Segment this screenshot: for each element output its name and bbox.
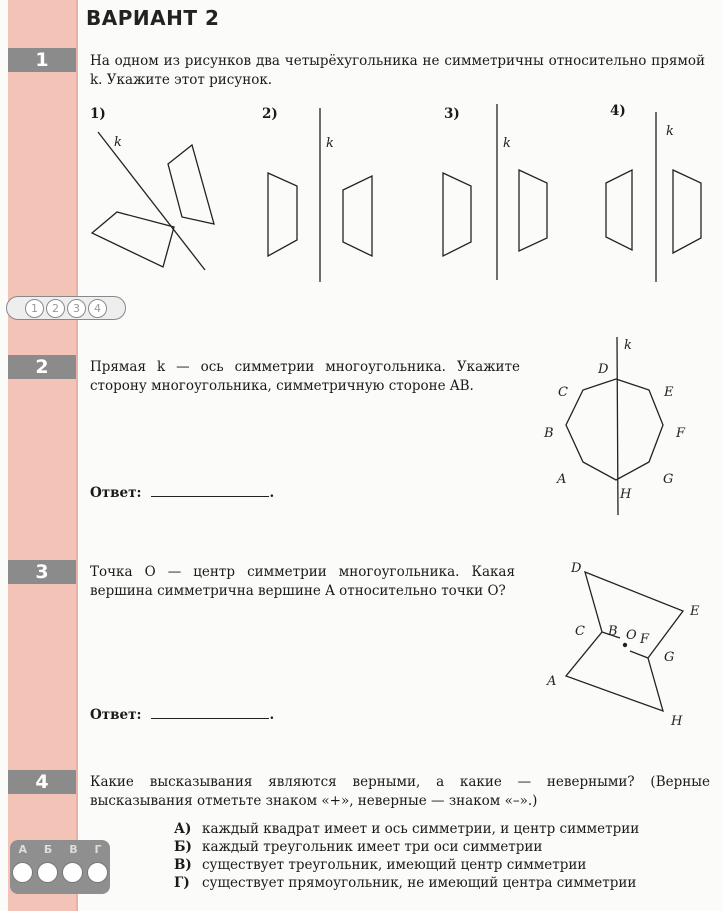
page-title: ВАРИАНТ 2 <box>86 6 220 30</box>
label-G: G <box>663 472 674 487</box>
choice-1[interactable]: 1 <box>25 299 44 318</box>
label-C: C <box>558 385 568 400</box>
label-O: O <box>626 628 637 643</box>
task-2-octagon-figure <box>530 335 720 525</box>
statement-a <box>174 820 639 838</box>
label-B: B <box>544 426 554 441</box>
figure-4-label: 4) <box>610 103 626 119</box>
fig2-quad-right <box>343 176 372 256</box>
fig4-quad-right <box>673 170 701 253</box>
label-k: k <box>624 338 632 353</box>
answer-circle-g[interactable] <box>87 862 108 883</box>
task-2-text: Прямая k — ось симметрии многоугольника. Укажите сторону многоугольника, симметричную стороне AB. <box>90 359 520 394</box>
statement-letter: Г) <box>174 875 190 891</box>
figure-2-label: 2) <box>262 106 278 122</box>
label-A: A <box>547 674 557 689</box>
label-E: E <box>690 604 700 619</box>
label-F: F <box>676 426 686 441</box>
task-2-number: 2 <box>8 355 76 379</box>
statement-letter: Б) <box>174 839 192 855</box>
notch-F-G <box>630 651 648 658</box>
answer-letter-g: Г <box>94 843 102 856</box>
task-4-answer-panel <box>10 840 110 894</box>
label-E: E <box>664 385 674 400</box>
figure-1-label: 1) <box>90 106 106 122</box>
label-B: B <box>608 624 618 639</box>
answer-circle-v[interactable] <box>62 862 83 883</box>
task-2-answer-line[interactable] <box>151 484 269 497</box>
task-3-answer <box>90 706 274 723</box>
task-1-number: 1 <box>8 48 76 72</box>
label-H: H <box>671 714 683 729</box>
fig4-quad-left <box>606 170 632 250</box>
choice-2[interactable]: 2 <box>46 299 65 318</box>
statement-letter: В) <box>174 857 192 873</box>
answer-end: . <box>269 707 275 723</box>
task-1-answer-choices <box>6 296 126 320</box>
task-1-text: На одном из рисунков два четырёхугольника не симметричны относительно прямой k. Укажите этот рисунок. <box>90 53 705 88</box>
answer-letter-v: В <box>69 843 78 856</box>
hexagon-polygon <box>566 572 683 711</box>
statement-b <box>174 838 639 856</box>
fig1-axis-label: k <box>114 135 122 150</box>
task-3-answer-line[interactable] <box>151 706 269 719</box>
answer-label: Ответ: <box>90 707 142 723</box>
statement-text: существует прямоугольник, не имеющий центра симметрии <box>202 875 637 891</box>
fig1-quad-bottom <box>92 212 174 267</box>
center-point-O <box>623 643 627 647</box>
statement-text: каждый треугольник имеет три оси симметрии <box>202 839 543 855</box>
label-C: C <box>575 624 585 639</box>
answer-letter-b: Б <box>43 843 53 856</box>
answer-circles <box>10 862 110 883</box>
octagon-axis-k <box>617 337 618 515</box>
task-3-polygon-figure <box>530 555 720 745</box>
label-G: G <box>664 650 675 665</box>
task-3-text: Точка O — центр симметрии многоугольника. Какая вершина симметрична вершине A относительно точки O? <box>90 564 515 599</box>
answer-letters <box>10 843 110 856</box>
fig3-quad-left <box>443 173 471 256</box>
label-A: A <box>557 472 567 487</box>
answer-circle-b[interactable] <box>37 862 58 883</box>
fig3-axis-label: k <box>503 136 511 151</box>
task-4-number: 4 <box>8 770 76 794</box>
statement-letter: А) <box>174 821 192 837</box>
label-D: D <box>598 362 609 377</box>
answer-end: . <box>269 485 275 501</box>
label-H: H <box>620 487 632 502</box>
fig1-quad-top <box>168 145 214 224</box>
task-1-figures <box>0 0 723 300</box>
statement-text: существует треугольник, имеющий центр симметрии <box>202 857 587 873</box>
fig2-quad-left <box>268 173 297 256</box>
answer-letter-a: А <box>18 843 27 856</box>
statement-text: каждый квадрат имеет и ось симметрии, и центр симметрии <box>202 821 640 837</box>
task-3-number: 3 <box>8 560 76 584</box>
label-F: F <box>640 632 650 647</box>
task-4-text: Какие высказывания являются верными, а какие — неверными? (Верные высказывания отметьте знаком «+», неверные — знаком «–».) <box>90 774 710 809</box>
answer-circle-a[interactable] <box>12 862 33 883</box>
fig1-axis-k <box>98 132 205 270</box>
fig2-axis-label: k <box>326 136 334 151</box>
fig3-quad-right <box>519 170 547 251</box>
choice-3[interactable]: 3 <box>67 299 86 318</box>
statement-g <box>174 874 639 892</box>
task-4-statements <box>174 820 639 892</box>
fig4-axis-label: k <box>666 124 674 139</box>
figure-3-label: 3) <box>444 106 460 122</box>
choice-4[interactable]: 4 <box>88 299 107 318</box>
octagon <box>566 379 663 480</box>
task-2-answer <box>90 484 274 501</box>
statement-v <box>174 856 639 874</box>
label-D: D <box>571 561 582 576</box>
answer-label: Ответ: <box>90 485 142 501</box>
